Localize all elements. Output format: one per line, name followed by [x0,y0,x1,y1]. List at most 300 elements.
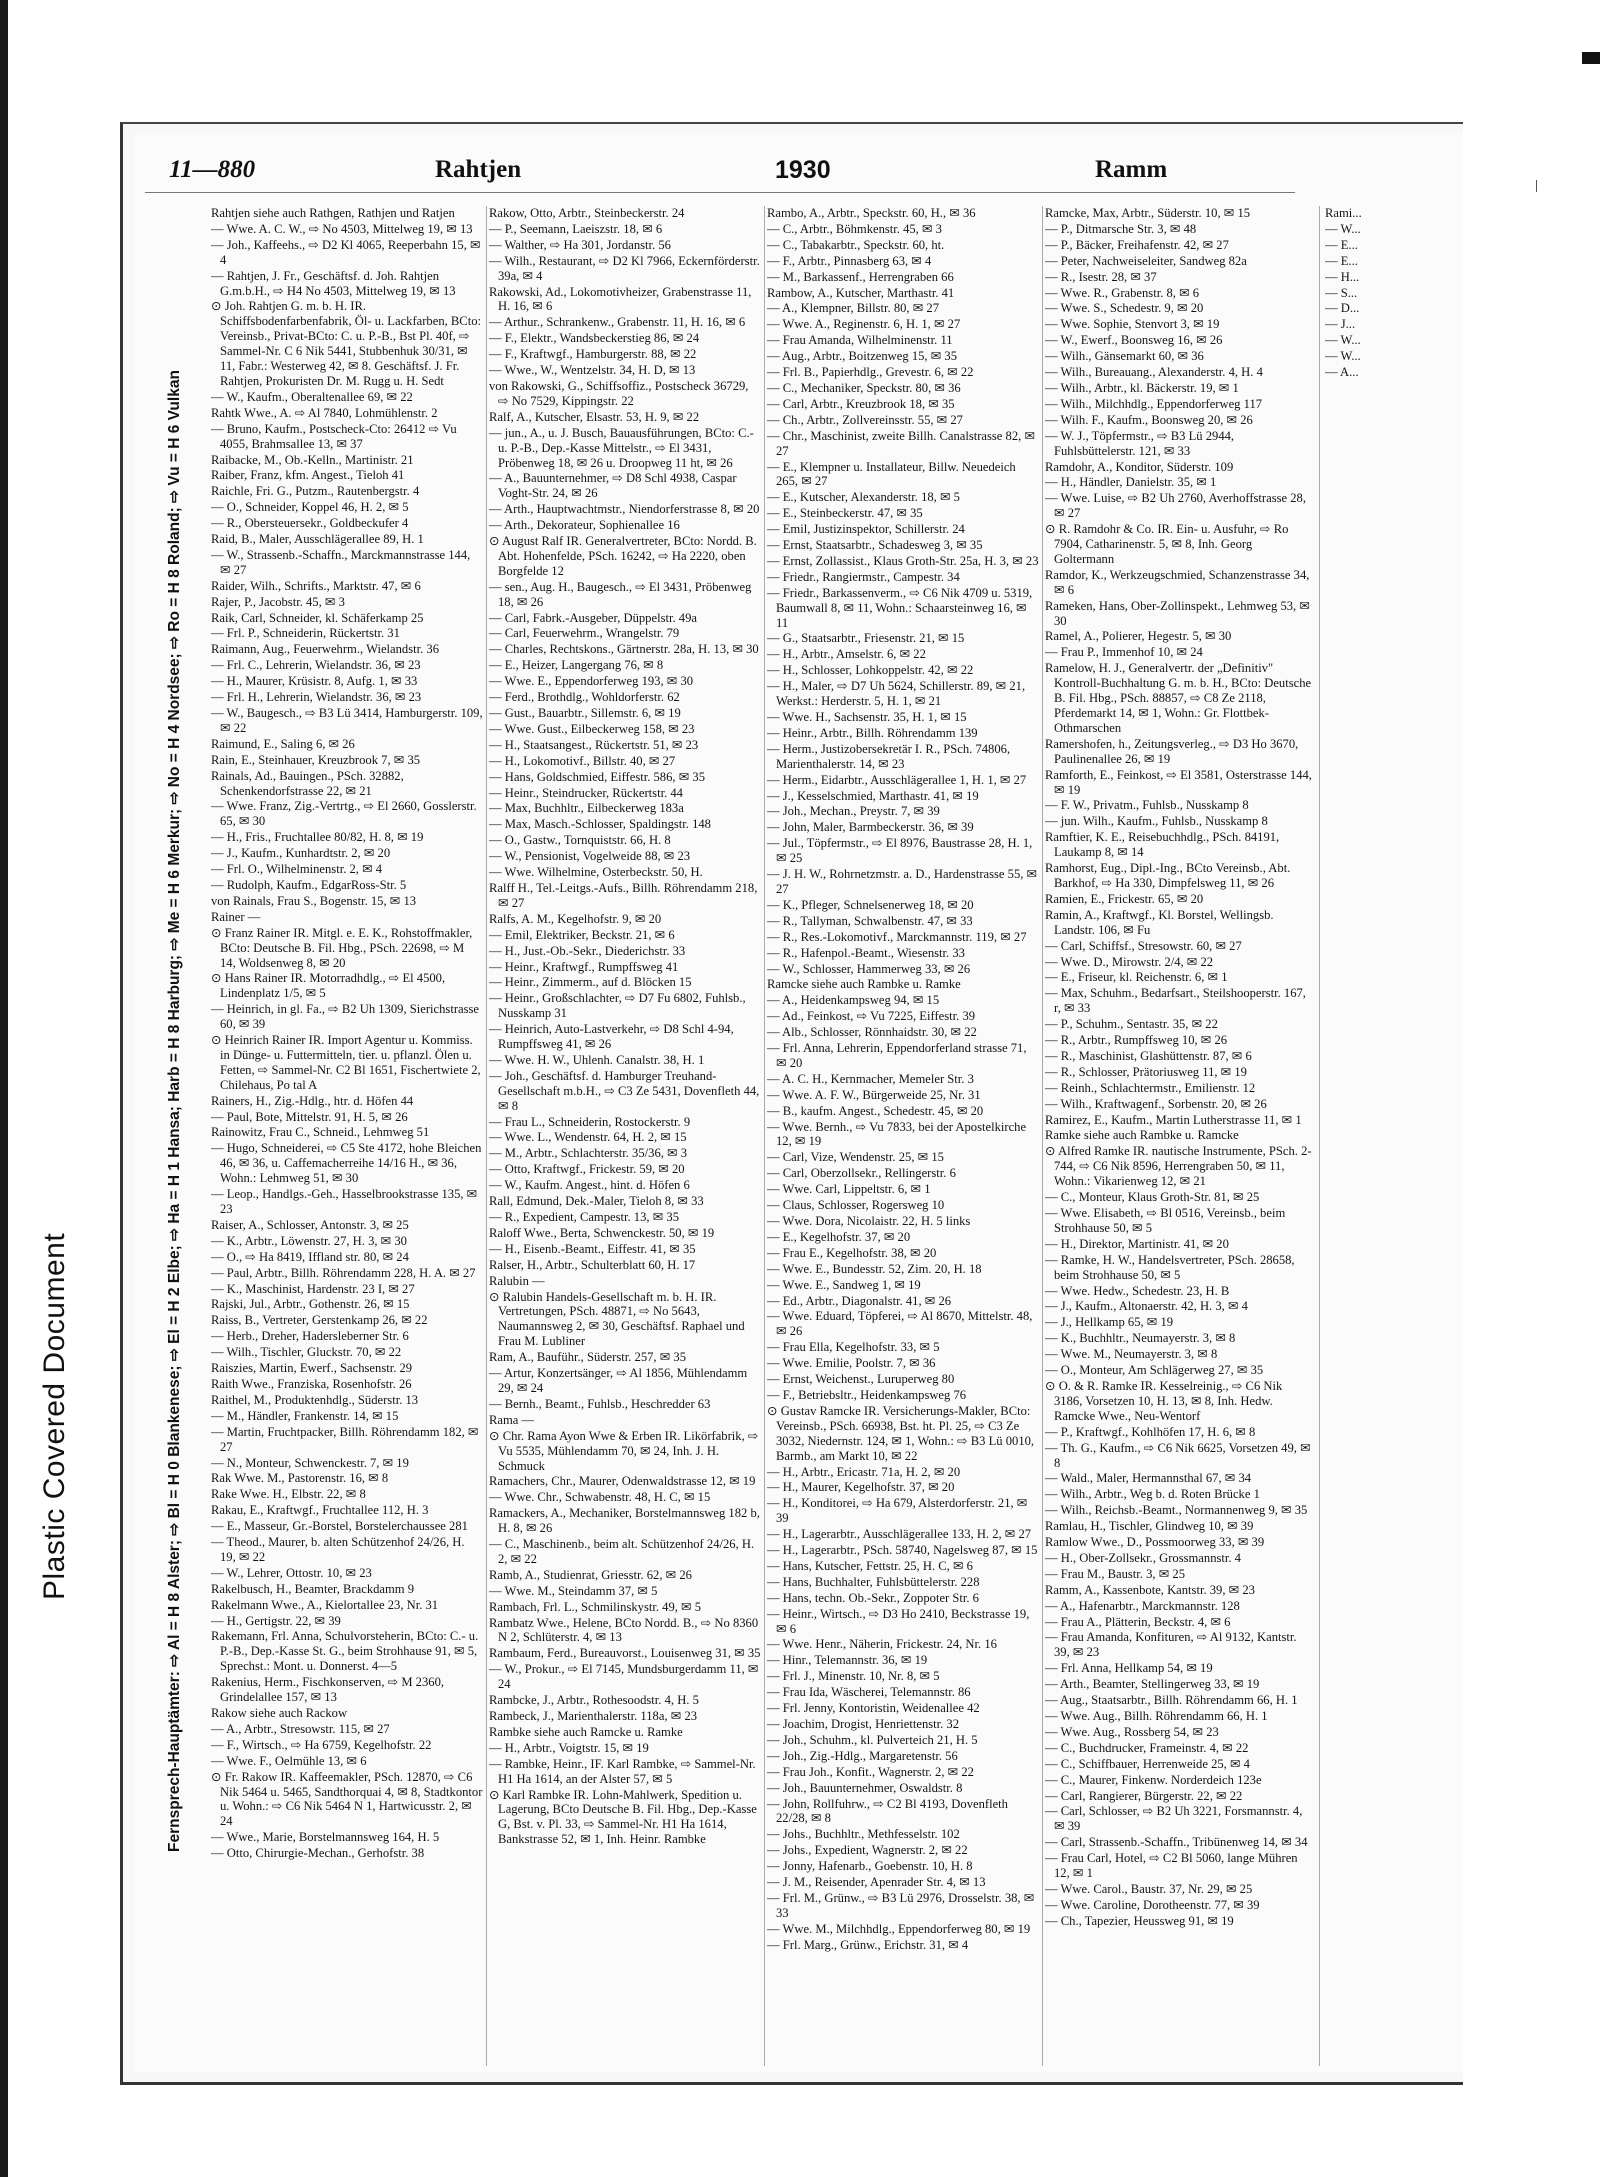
directory-entry: — Frau Ida, Wäscherei, Telemannstr. 86 [767,1685,971,1700]
directory-entry: — Ferd., Brothdlg., Wohldorferstr. 62 [489,690,680,705]
directory-entry: — Wilh., Bureauang., Alexanderstr. 4, H. 4 [1045,365,1263,380]
directory-entry: Rameken, Hans, Ober-Zollinspekt., Lehmweg 53, ✉ 30 [1045,598,1310,628]
directory-entry: — H., Arbtr., Amselstr. 6, ✉ 22 [767,647,926,662]
directory-entry: — Arth., Dekorateur, Sophienallee 16 [489,518,680,533]
directory-entry: — W., Prokur., ⇨ El 7145, Mundsburgerdamm 11, ✉ 24 [489,1662,759,1692]
directory-entry: — Heinr., Großschlachter, ⇨ D7 Fu 6802, Fuhlsb., Nusskamp 31 [489,991,746,1021]
directory-entry: — Joh., Mechan., Preystr. 7, ✉ 39 [767,804,940,819]
directory-entry: — W... [1325,349,1361,364]
directory-entry: — Hinr., Telemannstr. 36, ✉ 19 [767,1653,928,1668]
directory-entry: — Johs., Expedient, Wagnerstr. 2, ✉ 22 [767,1843,968,1858]
directory-entry: — A., Arbtr., Stresowstr. 115, ✉ 27 [211,1721,390,1736]
directory-entry: — Wwe. A. F. W., Bürgerweide 25, Nr. 31 [767,1087,981,1102]
directory-entry: — W. J., Töpfermstr., ⇨ B3 Lü 2944, Fuhlsbüttelerstr. 121, ✉ 33 [1045,428,1235,458]
directory-entry: ⊙ Joh. Rahtjen G. m. b. H. IR. Schiffsbodenfarbenfabrik, Öl- u. Lackfarben, BCto: Vereinsb., Privat-BCto: C. u. P.-B., Bst Pl. 40f, ⇨ Sammel-Nr. C 6 Nik 5441, Stubbenhuk 30/31, ✉ 11, Fabr.: Westerweg 42, ✉ 8. Geschäftsf. J. Fr. Rahtjen, Prokuristen Dr. M. Rugg u. H. Sedt [211,299,482,388]
directory-entry: — Frau Joh., Konfit., Wagnerstr. 2, ✉ 22 [767,1764,974,1779]
directory-entry: Ramke siehe auch Rambke u. Ramcke [1045,1128,1239,1143]
directory-entry: — Otto, Chirurgie-Mechan., Gerhofstr. 38 [211,1846,425,1861]
directory-entry: ⊙ Chr. Rama Ayon Wwe & Erben IR. Likörfabrik, ⇨ Vu 5535, Mühlendamm 70, ✉ 24, Inh. J. H. Schmuck [489,1428,759,1473]
directory-entry: ⊙ August Ralf IR. Generalvertreter, BCto: Nordd. B. Abt. Hohenfelde, PSch. 16242, ⇨ Ha 2220, oben Borgfelde 12 [489,534,757,578]
directory-entry: von Rainals, Frau S., Bogenstr. 15, ✉ 13 [211,893,417,908]
directory-entry: — Bernh., Beamt., Fuhlsb., Heschredder 63 [489,1396,711,1411]
directory-entry: — Wwe. Carol., Baustr. 37, Nr. 29, ✉ 25 [1045,1881,1253,1896]
directory-entry: — K., Buchhltr., Neumayerstr. 3, ✉ 8 [1045,1331,1236,1346]
directory-entry: — J., Kaufm., Kunhardtstr. 2, ✉ 20 [211,846,391,861]
column-divider [764,206,765,2066]
directory-entry: — Wwe. Sophie, Stenvort 3, ✉ 19 [1045,317,1220,332]
directory-entry: — Carl, Strassenb.-Schaffn., Tribünenweg 14, ✉ 34 [1045,1835,1308,1850]
directory-entry: — Frl. P., Schneiderin, Rückertstr. 31 [211,626,400,641]
directory-entry: Ramel, A., Polierer, Hegestr. 5, ✉ 30 [1045,629,1232,644]
directory-entry: — A. C. H., Kernmacher, Memeler Str. 3 [767,1071,974,1086]
column-5 [1325,206,1445,2066]
directory-entry: — H., Gertigstr. 22, ✉ 39 [211,1613,341,1628]
directory-entry: — Heinr., Arbtr., Billh. Röhrendamm 139 [767,725,978,740]
directory-entry: — Hans, techn. Ob.-Sekr., Zoppoter Str. 6 [767,1590,979,1605]
directory-entry: — Wwe. Dora, Nicolaistr. 22, H. 5 links [767,1214,971,1228]
directory-entry: Rain, E., Steinhauer, Kreuzbrook 7, ✉ 35 [211,752,421,767]
directory-entry: Ramcke siehe auch Rambke u. Ramke [767,977,961,992]
directory-entry: — Wwe. D., Mirowstr. 2/4, ✉ 22 [1045,954,1214,969]
directory-entry: — John, Maler, Barmbeckerstr. 36, ✉ 39 [767,820,974,835]
directory-entry: Raichle, Fri. G., Putzm., Rautenbergstr. 4 [211,484,420,499]
directory-entry: — C., Arbtr., Böhmkenstr. 45, ✉ 3 [767,221,942,236]
directory-entry: — W., Kaufm., Oberaltenallee 69, ✉ 22 [211,389,413,404]
directory-entry: Raiszies, Martin, Ewerf., Sachsenstr. 29 [211,1361,413,1376]
directory-entry: — H., Lokomotivf., Billstr. 40, ✉ 27 [489,753,676,768]
directory-entry: — R., Hafenpol.-Beamt., Wiesenstr. 33 [767,945,965,960]
directory-entry: — Frau Amanda, Wilhelminenstr. 11 [767,333,953,348]
directory-entry: — C., Tabakarbtr., Speckstr. 60, ht. [767,237,945,252]
directory-entry: Rakenius, Herm., Fischkonserven, ⇨ M 2360, Grindelallee 157, ✉ 13 [211,1675,445,1705]
page-header [145,156,1205,192]
directory-entry: — jun., A., u. J. Busch, Bauausführungen, BCto: C.- u. P.-B., Dep.-Kasse Mittelstr., ⇨ El 3431, Pröbenweg 18, ✉ 26 u. Droopweg 11 ht, ✉ 26 [489,425,754,470]
directory-entry: — E., Klempner u. Installateur, Billw. Neuedeich 265, ✉ 27 [767,459,1016,489]
margin-strip [161,370,201,1852]
directory-entry: Rainers, H., Zig.-Hdlg., htr. d. Höfen 44 [211,1093,414,1108]
directory-entry: — Frau L., Schneiderin, Rostockerstr. 9 [489,1114,691,1129]
directory-entry: — A., Bauunternehmer, ⇨ D8 Schl 4938, Caspar Voght-Str. 24, ✉ 26 [489,471,737,501]
directory-entry: Ramachers, Chr., Maurer, Odenwaldstrasse 12, ✉ 19 [489,1474,756,1489]
directory-entry: — jun. Wilh., Kaufm., Fuhlsb., Nusskamp 8 [1045,814,1268,829]
directory-entry: — Wwe. M., Milchhdlg., Eppendorferweg 80, ✉ 19 [767,1921,1031,1936]
directory-entry: — Paul, Arbtr., Billh. Röhrendamm 228, H. A. ✉ 27 [211,1265,476,1280]
directory-entry: Rahtjen siehe auch Rathgen, Rathjen und Ratjen [211,206,455,220]
directory-entry: — Friedr., Rangiermstr., Campestr. 34 [767,569,960,584]
directory-entry: — Chr., Maschinist, zweite Billh. Canalstrasse 82, ✉ 27 [767,428,1035,458]
directory-entry: — R., Expedient, Campestr. 13, ✉ 35 [489,1210,679,1224]
directory-entry: — R., Obersteuersekr., Goldbeckufer 4 [211,516,409,531]
directory-entry: — Wwe. Elisabeth, ⇨ Bl 0516, Vereinsb., beim Strohhause 50, ✉ 5 [1045,1206,1286,1235]
directory-entry: Rambeck, J., Marienthalerstr. 118a, ✉ 23 [489,1709,698,1723]
directory-entry: Ramlau, H., Tischler, Glindweg 10, ✉ 39 [1045,1519,1254,1534]
directory-entry: — J., Hellkamp 65, ✉ 19 [1045,1315,1174,1330]
directory-entry: — Wwe. Hedw., Schedestr. 23, H. B [1045,1283,1230,1298]
directory-entry: — A... [1325,365,1359,380]
column-2 [489,206,761,2066]
directory-entry: — Frau M., Baustr. 3, ✉ 25 [1045,1566,1185,1581]
directory-entry: — W... [1325,333,1361,348]
directory-entry: — C., Maschinenb., beim alt. Schützenhof 24/26, H. 2, ✉ 22 [489,1537,755,1566]
directory-entry: — Carl, Schiffsf., Stresowstr. 60, ✉ 27 [1045,938,1242,953]
directory-entry: — J., Kesselschmied, Marthastr. 41, ✉ 19 [767,788,979,803]
directory-entry: — A., Klempner, Billstr. 80, ✉ 27 [767,301,940,316]
directory-entry: ⊙ Franz Rainer IR. Mitgl. e. E. K., Rohstoffmakler, BCto: Deutsche B. Fil. Hbg., PSch. 22698, ⇨ M 14, Woldsenweg 8, ✉ 20 [211,925,473,970]
directory-entry: — H., Konditorei, ⇨ Ha 679, Alsterdorferstr. 21, ✉ 39 [767,1496,1028,1526]
directory-entry: ⊙ Ralubin Handels-Gesellschaft m. b. H. IR. Vertretungen, PSch. 48871, ⇨ No 5643, Naumannsweg 2, ✉ 30, Geschäftsf. Raphael und Frau M. Lubliner [489,1289,745,1349]
directory-entry: — E., Friseur, kl. Reichenstr. 6, ✉ 1 [1045,970,1228,985]
directory-entry: — C., Monteur, Klaus Groth-Str. 81, ✉ 25 [1045,1190,1260,1205]
directory-entry: Rami... [1325,206,1362,220]
directory-entry: — P., Schuhm., Sentastr. 35, ✉ 22 [1045,1017,1218,1032]
directory-entry: ⊙ Hans Rainer IR. Motorradhdlg., ⇨ El 4500, Lindenplatz 1/5, ✉ 5 [211,971,446,1001]
directory-entry: Rambow, A., Kutscher, Marthastr. 41 [767,285,955,300]
directory-entry: — Wwe. E., Sandweg 1, ✉ 19 [767,1277,921,1292]
directory-entry: — Frau Carl, Hotel, ⇨ C2 Bl 5060, lange Mühren 12, ✉ 1 [1045,1851,1298,1881]
directory-entry: — Frl. O., Wilhelminenstr. 2, ✉ 4 [211,862,383,877]
directory-entry: — Joh., Zig.-Hdlg., Margaretenstr. 56 [767,1748,958,1763]
directory-entry: — Hugo, Schneiderei, ⇨ C5 Ste 4172, hohe Bleichen 46, ✉ 36, u. Caffemacherreihe 14/16 H., ✉ 36, Wohn.: Lehmweg 51, ✉ 30 [211,1141,482,1186]
directory-entry: — O., Gastw., Tornquiststr. 66, H. 8 [489,833,671,848]
directory-entry: — Heinr., Kraftwgf., Rumpffsweg 41 [489,959,679,974]
directory-entry: — Frl. C., Lehrerin, Wielandstr. 36, ✉ 23 [211,658,421,673]
directory-entry: — H., Maler, ⇨ D7 Uh 5624, Schillerstr. 89, ✉ 21, Werkst.: Herderstr. 5, H. 1, ✉ 21 [767,679,1026,709]
directory-entry: — H... [1325,269,1360,284]
directory-entry: Rambke siehe auch Ramcke u. Ramke [489,1724,683,1739]
directory-entry: Rakow siehe auch Rackow [211,1706,348,1720]
directory-entry: — Paul, Bote, Mittelstr. 91, H. 5, ✉ 26 [211,1109,408,1124]
header-rule [145,192,1295,193]
directory-entry: ⊙ Karl Rambke IR. Lohn-Mahlwerk, Spedition u. Lagerung, BCto Deutsche B. Fil. Hbg., Dep.-Kasse G, Bst. v. Pl. 33, ⇨ Sammel-Nr. H1 Ha 1614, Bankstrasse 52, ✉ 1, Inh. Heinr. Rambke [489,1787,757,1847]
directory-entry: — M., Arbtr., Schlachterstr. 35/36, ✉ 3 [489,1146,688,1161]
directory-entry: — Frau P., Immenhof 10, ✉ 24 [1045,645,1203,660]
directory-entry: Ramcke, Max, Arbtr., Süderstr. 10, ✉ 15 [1045,206,1251,220]
directory-entry: — Martin, Fruchtpacker, Billh. Röhrendamm 182, ✉ 27 [211,1424,479,1454]
directory-entry: — Wilh., Arbtr., kl. Bäckerstr. 19, ✉ 1 [1045,380,1239,395]
directory-entry: — Joh., Bauunternehmer, Oswaldstr. 8 [767,1780,963,1795]
directory-entry: — Herb., Dreher, Hadersleberner Str. 6 [211,1329,409,1344]
column-divider [1042,206,1043,2066]
directory-entry: — Ernst, Staatsarbtr., Schadesweg 3, ✉ 35 [767,538,983,553]
directory-entry: — Wwe. A. C. W., ⇨ No 4503, Mittelweg 19, ✉ 13 [211,221,473,236]
directory-entry: Rajer, P., Jacobstr. 45, ✉ 3 [211,594,345,609]
directory-entry: — Frl. B., Papierhdlg., Grevestr. 6, ✉ 22 [767,365,974,380]
directory-entry: — Max, Schuhm., Bedarfsart., Steilshooperstr. 167, r, ✉ 33 [1045,986,1306,1016]
directory-entry: — H., Lagerarbtr., PSch. 58740, Nagelsweg 87, ✉ 15 [767,1543,1038,1558]
directory-entry: — Arth., Hauptwachtmstr., Niendorferstrasse 8, ✉ 20 [489,502,760,517]
directory-entry: — Carl, Arbtr., Kreuzbrook 18, ✉ 35 [767,396,955,411]
directory-entry: Ramackers, A., Mechaniker, Borstelmannsweg 182 b, H. 8, ✉ 26 [489,1506,760,1536]
directory-entry: — Carl, Vize, Wendenstr. 25, ✉ 15 [767,1150,944,1165]
directory-entry: Raithel, M., Produktenhdlg., Süderstr. 13 [211,1392,419,1407]
directory-entry: — E... [1325,253,1358,268]
directory-entry: — J., Kaufm., Altonaerstr. 42, H. 3, ✉ 4 [1045,1299,1248,1314]
directory-entry: — C., Schiffbauer, Herrenweide 25, ✉ 4 [1045,1756,1250,1771]
column-1 [211,206,483,2066]
directory-entry: — Frl. M., Grünw., ⇨ B3 Lü 2976, Drosselstr. 38, ✉ 33 [767,1890,1035,1920]
directory-entry: — F., Betriebsltr., Heidenkampsweg 76 [767,1387,967,1402]
directory-entry: — R., Isestr. 28, ✉ 37 [1045,269,1157,284]
directory-entry: — Frl. Jenny, Kontoristin, Weidenallee 42 [767,1701,980,1716]
directory-entry: — Alb., Schlosser, Rönnhaidstr. 30, ✉ 22 [767,1025,977,1040]
directory-entry: Rakelbusch, H., Beamter, Brackdamm 9 [211,1581,415,1596]
directory-entry: Ralser, H., Arbtr., Schulterblatt 60, H. 17 [489,1257,696,1272]
directory-entry: — Joachim, Drogist, Henriettenstr. 32 [767,1717,960,1731]
directory-entry: — Wilh. F., Kaufm., Boonsweg 20, ✉ 26 [1045,412,1253,427]
directory-entry: — Wwe. E., Bundesstr. 52, Zim. 20, H. 18 [767,1261,982,1276]
directory-entry: — Wilh., Arbtr., Weg b. d. Roten Brücke 1 [1045,1487,1260,1502]
directory-entry: — Wwe. Aug., Billh. Röhrendamm 66, H. 1 [1045,1709,1268,1723]
directory-entry: — Wwe. Wilhelmine, Osterbeckstr. 50, H. [489,865,703,880]
header-first-entry: Rahtjen [435,156,522,183]
directory-entry: — Ramke, H. W., Handelsvertreter, PSch. 28658, beim Strohhause 50, ✉ 5 [1045,1252,1295,1282]
directory-entry: — K., Arbtr., Löwenstr. 27, H. 3, ✉ 30 [211,1233,407,1248]
directory-entry: — Heinr., Zimmerm., auf d. Blöcken 15 [489,975,692,990]
directory-entry: — Frl. H., Lehrerin, Wielandstr. 36, ✉ 23 [211,690,422,705]
directory-entry: — Hans, Kutscher, Fettstr. 25, H. C, ✉ 6 [767,1558,973,1573]
directory-entry: — Hans, Buchhalter, Fuhlsbüttelerstr. 228 [767,1574,980,1589]
directory-entry: — J. M., Reisender, Apenrader Str. 4, ✉ 13 [767,1875,986,1890]
directory-entry: Rambcke, J., Arbtr., Rothesoodstr. 4, H. 5 [489,1693,699,1708]
directory-entry: — Wwe. Chr., Schwabenstr. 48, H. C, ✉ 15 [489,1490,711,1505]
directory-entry: — Frau Ella, Kegelhofstr. 33, ✉ 5 [767,1340,940,1355]
directory-entry: — Leop., Handlgs.-Geh., Hasselbrookstrasse 135, ✉ 23 [211,1187,478,1216]
directory-entry: Ram, A., Bauführ., Süderstr. 257, ✉ 35 [489,1350,687,1365]
directory-entry: Raiss, B., Vertreter, Gerstenkamp 26, ✉ 22 [211,1313,428,1328]
directory-entry: — Otto, Kraftwgf., Frickestr. 59, ✉ 20 [489,1162,685,1177]
directory-entry: — Gust., Bauarbtr., Sillemstr. 6, ✉ 19 [489,706,681,720]
column-4 [1045,206,1313,2066]
directory-entry: Ramftier, K. E., Reisebuchhdlg., PSch. 84191, Laukamp 8, ✉ 14 [1045,830,1280,860]
directory-entry: — Emil, Justizinspektor, Schillerstr. 24 [767,522,965,537]
directory-entry: Rama — [489,1412,535,1427]
directory-entry: — Herm., Eidarbtr., Ausschlägerallee 1, H. 1, ✉ 27 [767,772,1027,787]
directory-entry: — H., Lagerarbtr., Ausschlägerallee 133, H. 2, ✉ 27 [767,1527,1032,1542]
directory-page [120,122,1463,2085]
directory-entry: — Wwe. M., Neumayerstr. 3, ✉ 8 [1045,1347,1218,1362]
directory-entry: — Wwe. Bernh., ⇨ Vu 7833, bei der Apostelkirche 12, ✉ 19 [767,1119,1027,1149]
directory-entry: — H., Arbtr., Voigtstr. 15, ✉ 19 [489,1740,649,1755]
scan-edge-left [0,0,8,2177]
directory-entry: — Heinr., Steindrucker, Rückertstr. 44 [489,785,683,800]
directory-entry: Ralff H., Tel.-Leitgs.-Aufs., Billh. Röhrendamm 218, ✉ 27 [489,880,758,910]
directory-entry: — B., kaufm. Angest., Schedestr. 45, ✉ 20 [767,1103,984,1118]
directory-entry: Rakowski, Ad., Lokomotivheizer, Grabenstrasse 11, H. 16, ✉ 6 [489,284,752,314]
column-divider [1319,206,1320,2066]
directory-entry: Ralf, A., Kutscher, Elsastr. 53, H. 9, ✉ 22 [489,409,700,424]
directory-entry: — Walther, ⇨ Ha 301, Jordanstr. 56 [489,237,671,252]
directory-entry: — W... [1325,221,1361,236]
directory-entry: — Wwe. E., Eppendorferweg 193, ✉ 30 [489,674,694,689]
directory-entry: Raiber, Franz, kfm. Angest., Tieloh 41 [211,468,405,483]
directory-entry: Raid, B., Maler, Ausschlägerallee 89, H. 1 [211,532,424,547]
directory-entry: — Aug., Staatsarbtr., Billh. Röhrendamm 66, H. 1 [1045,1693,1298,1708]
directory-entry: — Frl. Marg., Grünw., Erichstr. 31, ✉ 4 [767,1937,969,1952]
directory-entry: — C., Mechaniker, Speckstr. 80, ✉ 36 [767,380,961,395]
directory-entry: — Ernst, Weichenst., Luruperweg 80 [767,1372,955,1387]
directory-entry: — Frl. J., Minenstr. 10, Nr. 8, ✉ 5 [767,1669,940,1684]
directory-entry: — W., Kaufm. Angest., hint. d. Höfen 6 [489,1178,690,1193]
directory-entry: — Jul., Töpfermstr., ⇨ El 8976, Baustrasse 28, H. 1, ✉ 25 [767,836,1033,866]
directory-entry: — C., Buchdrucker, Frameinstr. 4, ✉ 22 [1045,1740,1249,1755]
directory-entry: — Herm., Justizobersekretär I. R., PSch. 74806, Marienthalerstr. 14, ✉ 23 [767,741,1011,771]
directory-entry: ⊙ Gustav Ramcke IR. Versicherungs-Makler, BCto: Vereinsb., PSch. 66938, Bst. ht. Pl. 25, ⇨ C3 Ze 3032, Niedernstr. 124, ✉ 1, Wohn.: ⇨ B3 Lü 0010, Barmb., am Markt 10, ✉ 22 [767,1403,1035,1463]
directory-entry: — Joh., Kaffeehs., ⇨ D2 Kl 4065, Reeperbahn 15, ✉ 4 [211,237,481,267]
directory-entry: — Carl, Feuerwehrm., Wrangelstr. 79 [489,626,680,641]
directory-entry: Rambo, A., Arbtr., Speckstr. 60, H., ✉ 36 [767,206,976,220]
header-last-entry: Ramm [1095,156,1168,183]
directory-entry: — H., Händler, Danielstr. 35, ✉ 1 [1045,475,1217,490]
directory-entry: — E., Steinbeckerstr. 47, ✉ 35 [767,506,923,521]
directory-entry: Raibacke, M., Ob.-Kelln., Martinistr. 21 [211,452,414,467]
directory-entry: — F. W., Privatm., Fuhlsb., Nusskamp 8 [1045,798,1249,813]
directory-entry: Rambach, Frl. L., Schmilinskystr. 49, ✉ 5 [489,1599,702,1614]
directory-entry: — Jonny, Hafenarb., Goebenstr. 10, H. 8 [767,1859,973,1874]
directory-entry: — Frl. Anna, Lehrerin, Eppendorferland strasse 71, ✉ 20 [767,1041,1027,1070]
directory-entry: — Aug., Arbtr., Boitzenweg 15, ✉ 35 [767,349,957,364]
directory-entry: — P., Ditmarsche Str. 3, ✉ 48 [1045,221,1197,236]
directory-entry: Ramin, A., Kraftwgf., Kl. Borstel, Wellingsb. Landstr. 106, ✉ Fu [1045,907,1274,937]
directory-entry: — sen., Aug. H., Baugesch., ⇨ El 3431, Pröbenweg 18, ✉ 26 [489,579,752,609]
directory-entry: — Theod., Maurer, b. alten Schützenhof 24/26, H. 19, ✉ 22 [211,1535,465,1564]
directory-entry: Ramelow, H. J., Generalvertr. der „Definitiv" Kontroll-Buchhaltung G. m. b. H., BCto: Deutsche B. Fil. Hbg., PSch. 88857, ⇨ C8 Ze 2118, Pferdemarkt 14, ✉ 1, Wohn.: Gr. Flottbek-Othmarschen [1045,661,1312,735]
directory-entry: — Wwe. Aug., Rossberg 54, ✉ 23 [1045,1724,1219,1739]
directory-entry: — F., Wirtsch., ⇨ Ha 6759, Kegelhofstr. 22 [211,1737,432,1752]
directory-entry: Ramien, E., Frickestr. 65, ✉ 20 [1045,891,1204,906]
directory-entry: — Wwe. Gust., Eilbeckerweg 158, ✉ 23 [489,721,695,736]
directory-entry: — R., Arbtr., Rumpffsweg 10, ✉ 26 [1045,1033,1228,1048]
directory-entry: — Wilh., Gänsemarkt 60, ✉ 36 [1045,349,1204,364]
directory-entry: — Friedr., Barkassenverm., ⇨ C6 Nik 4709 u. 5319, Baumwall 8, ✉ 11, Wohn.: Schaarsteinweg 16, ✉ 11 [767,585,1033,630]
directory-entry: — Emil, Elektriker, Beckstr. 21, ✉ 6 [489,927,675,942]
directory-entry: — J... [1325,317,1356,332]
directory-entry: — Ch., Tapezier, Heussweg 91, ✉ 19 [1045,1913,1234,1928]
directory-entry: — Wwe. M., Steindamm 37, ✉ 5 [489,1583,658,1598]
directory-entry: — Frau Amanda, Konfituren, ⇨ Al 9132, Kantstr. 39, ✉ 23 [1045,1630,1297,1660]
directory-entry: von Rakowski, G., Schiffsoffiz., Postscheck 36729, ⇨ No 7529, Kippingstr. 22 [489,378,749,408]
directory-entry: — N., Monteur, Schwenckestr. 7, ✉ 19 [211,1455,409,1470]
directory-entry: Rakelmann Wwe., A., Kielortallee 23, Nr. 31 [211,1597,439,1612]
directory-entry: — H., Maurer, Kegelhofstr. 37, ✉ 20 [767,1480,955,1495]
directory-entry: — Carl, Fabrk.-Ausgeber, Düppelstr. 49a [489,610,697,625]
directory-entry: ⊙ Alfred Ramke IR. nautische Instrumente, PSch. 2-744, ⇨ C6 Nik 8596, Herrengraben 50, ✉ 11, Wohn.: Vikarienweg 12, ✉ 21 [1045,1144,1312,1189]
directory-entry: Rall, Edmund, Dek.-Maler, Tieloh 8, ✉ 33 [489,1194,704,1209]
directory-entry: — Wwe. R., Grabenstr. 8, ✉ 6 [1045,285,1200,300]
directory-entry: — O., Schneider, Koppel 46, H. 2, ✉ 5 [211,500,409,515]
directory-entry: — Rahtjen, J. Fr., Geschäftsf. d. Joh. Rahtjen G.m.b.H., ⇨ H4 No 4503, Mittelweg 19, ✉ 13 [211,268,456,298]
directory-entry: — Max, Buchhltr., Eilbeckerweg 183a [489,801,684,816]
page-number: 11—880 [169,156,256,183]
directory-entry: — K., Maschinist, Hardenstr. 23 I, ✉ 27 [211,1281,415,1296]
directory-entry: Rainer — [211,909,261,924]
directory-entry: — Heinrich, in gl. Fa., ⇨ B2 Uh 1309, Sierichstrasse 60, ✉ 39 [211,1002,479,1032]
directory-entry: — Wilh., Tischler, Gluckstr. 70, ✉ 22 [211,1345,402,1360]
directory-entry: — Frau A., Plätterin, Beckstr. 4, ✉ 6 [1045,1614,1231,1629]
directory-entry: Rakow, Otto, Arbtr., Steinbeckerstr. 24 [489,206,685,220]
directory-entry: — W., Strassenb.-Schaffn., Marckmannstrasse 144, ✉ 27 [211,547,471,577]
directory-entry: — Ad., Feinkost, ⇨ Vu 7225, Eiffestr. 39 [767,1009,976,1024]
directory-entry: ⊙ O. & R. Ramke IR. Kesselreinig., ⇨ C6 Nik 3186, Vorsetzen 10, H. 13, ✉ 8, Inh. Hedw. Ramcke Wwe., Neu-Wentorf [1045,1378,1283,1423]
directory-entry: — Wilh., Restaurant, ⇨ D2 Kl 7966, Eckernförderstr. 39a, ✉ 4 [489,253,760,283]
directory-entry: Ralfs, A. M., Kegelhofstr. 9, ✉ 20 [489,911,662,926]
directory-entry: — H., Maurer, Krüsistr. 8, Aufg. 1, ✉ 33 [211,674,418,689]
directory-entry: — J. H. W., Rohrnetzmstr. a. D., Hardenstrasse 55, ✉ 27 [767,867,1038,896]
directory-entry: — Rambke, Heinr., IF. Karl Rambke, ⇨ Sammel-Nr. H1 Ha 1614, an der Alster 57, ✉ 5 [489,1756,756,1786]
directory-entry: — E., Heizer, Langergang 76, ✉ 8 [489,658,664,673]
directory-entry: — C., Maurer, Finkenw. Norderdeich 123e [1045,1772,1262,1787]
directory-entry: — Wwe. Franz, Zig.-Vertrtg., ⇨ El 2660, Gosslerstr. 65, ✉ 30 [211,799,477,829]
column-divider [486,206,487,2066]
directory-entry: — H., Eisenb.-Beamt., Eiffestr. 41, ✉ 35 [489,1241,696,1256]
directory-entry: — Wwe. S., Schedestr. 9, ✉ 20 [1045,301,1204,316]
directory-entry: — Th. G., Kaufm., ⇨ C6 Nik 6625, Vorsetzen 49, ✉ 8 [1045,1440,1311,1470]
directory-entry: — Charles, Rechtskons., Gärtnerstr. 28a, H. 13, ✉ 30 [489,642,759,657]
directory-entry: — Joh., Schuhm., kl. Pulverteich 21, H. 5 [767,1732,978,1747]
directory-entry: — F., Arbtr., Pinnasberg 63, ✉ 4 [767,253,932,268]
directory-entry: Raith Wwe., Franziska, Rosenhofstr. 26 [211,1376,412,1391]
directory-entry: — G., Staatsarbtr., Friesenstr. 21, ✉ 15 [767,631,965,646]
directory-entry: — W., Baugesch., ⇨ B3 Lü 3414, Hamburgerstr. 109, ✉ 22 [211,706,483,735]
directory-entry: Raimund, E., Saling 6, ✉ 26 [211,736,355,751]
directory-entry: — Max, Masch.-Schlosser, Spaldingstr. 148 [489,817,711,832]
directory-entry: Ramdor, K., Werkzeugschmied, Schanzenstrasse 34, ✉ 6 [1045,567,1310,597]
directory-entry: — W., Schlosser, Hammerweg 33, ✉ 26 [767,961,971,976]
directory-entry: Raider, Wilh., Schrifts., Marktstr. 47, ✉ 6 [211,578,421,593]
directory-entry: Rakau, E., Kraftwgf., Fruchtallee 112, H. 3 [211,1503,429,1518]
directory-entry: Ralubin — [489,1273,545,1288]
directory-entry: — Rudolph, Kaufm., EdgarRoss-Str. 5 [211,877,407,892]
directory-entry: — D... [1325,301,1360,316]
directory-entry: — Wwe. A., Reginenstr. 6, H. 1, ✉ 27 [767,317,961,332]
directory-entry: Ramirez, E., Kaufm., Martin Lutherstrasse 11, ✉ 1 [1045,1112,1302,1127]
directory-entry: — R., Maschinist, Glashüttenstr. 87, ✉ 6 [1045,1048,1252,1063]
directory-entry: — Frl. Anna, Hellkamp 54, ✉ 19 [1045,1661,1213,1676]
directory-entry: — Frau E., Kegelhofstr. 38, ✉ 20 [767,1245,937,1260]
directory-entry: — W., Lehrer, Ottostr. 10, ✉ 23 [211,1565,372,1580]
directory-entry: — H., Ober-Zollsekr., Grossmannstr. 4 [1045,1550,1241,1565]
directory-entry: — Ed., Arbtr., Diagonalstr. 41, ✉ 26 [767,1293,952,1308]
directory-entry: — Joh., Geschäftsf. d. Hamburger Treuhand-Gesellschaft m.b.H., ⇨ C3 Ze 5431, Dovenfleth 44, ✉ 8 [489,1068,760,1113]
directory-entry: — Wwe. Emilie, Poolstr. 7, ✉ 36 [767,1356,936,1371]
directory-entry: Rake Wwe. H., Elbstr. 22, ✉ 8 [211,1487,366,1502]
directory-entry: — A., Hafenarbtr., Marckmannstr. 128 [1045,1598,1240,1613]
scan-edge-right [1466,0,1600,2177]
directory-entry: — H., Fris., Fruchtallee 80/82, H. 8, ✉ 19 [211,830,424,845]
directory-entry: — S... [1325,285,1358,300]
directory-entry: — E., Kegelhofstr. 37, ✉ 20 [767,1229,911,1244]
directory-entry: — Wwe. L., Wendenstr. 64, H. 2, ✉ 15 [489,1130,687,1145]
directory-entry: — M., Händler, Frankenstr. 14, ✉ 15 [211,1408,399,1423]
directory-entry: — Arth., Beamter, Stellingerweg 33, ✉ 19 [1045,1677,1260,1692]
directory-entry: Ramforth, E., Feinkost, ⇨ El 3581, Osterstrasse 144, ✉ 19 [1045,767,1312,797]
directory-entry: Ramm, A., Kassenbote, Kantstr. 39, ✉ 23 [1045,1582,1255,1597]
margin-strip-text: Fernsprech-Hauptämter: ⇨ Al = H 8 Alster; ⇨ Bl = H 0 Blankenese; ⇨ El = H 2 Elbe; ⇨ Ha = H 1 Hansa; Harb = H 8 Harburg; ⇨ Me = H 6 Merkur; ⇨ No = H 4 Nordsee; ⇨ Ro = H 8 Roland; ⇨ Vu = H 6 Vulkan [166,370,183,1852]
directory-entry: — Claus, Schlosser, Rogersweg 10 [767,1198,945,1213]
page-body [135,132,1463,2072]
directory-entry: — Wwe., W., Wentzelstr. 34, H. D, ✉ 13 [489,363,696,378]
directory-entry: — P., Kraftwgf., Kohlhöfen 17, H. 6, ✉ 8 [1045,1424,1256,1439]
directory-entry: — W., Pensionist, Vogelweide 88, ✉ 23 [489,849,691,864]
directory-entry: — H., Staatsangest., Rückertstr. 51, ✉ 23 [489,737,699,752]
scan-mark [1582,52,1600,64]
directory-entry: — O., ⇨ Ha 8419, Iffland str. 80, ✉ 24 [211,1249,409,1264]
directory-entry: — Reinh., Schlachtermstr., Emilienstr. 12 [1045,1080,1256,1095]
directory-entry: — Johs., Buchhltr., Methfesselstr. 102 [767,1827,960,1842]
directory-entry: Raloff Wwe., Berta, Schwenckestr. 50, ✉ 19 [489,1225,715,1240]
directory-entry: ⊙ Fr. Rakow IR. Kaffeemakler, PSch. 12870, ⇨ C6 Nik 5464 u. 5465, Sandthorquai 4, ✉ 8, Stadtkontor u. Wohn.: ⇨ C6 Nik 5464 N 1, Hartwicusstr. 2, ✉ 24 [211,1769,483,1829]
directory-entry: — E., Kutscher, Alexanderstr. 18, ✉ 5 [767,490,960,505]
directory-entry: — Wwe. F., Oelmühle 13, ✉ 6 [211,1753,367,1768]
